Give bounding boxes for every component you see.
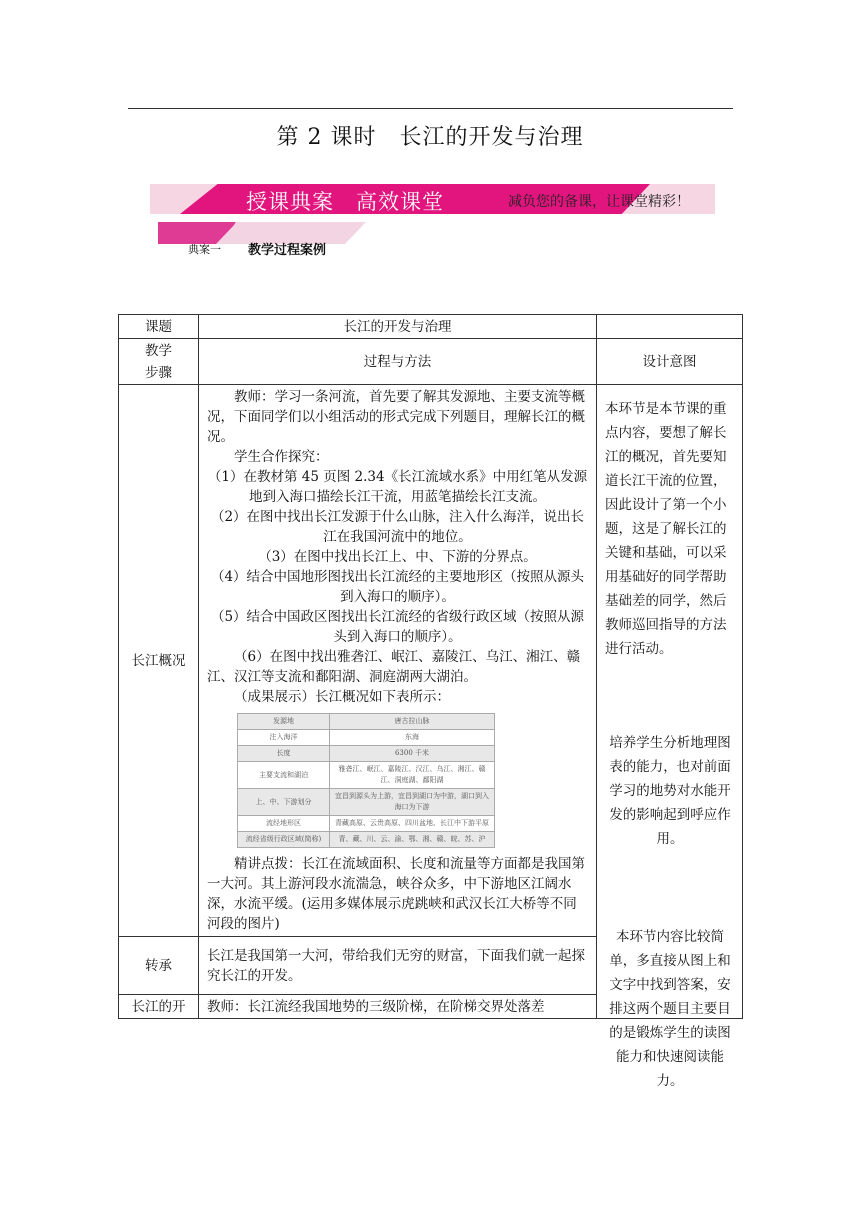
overview-inquiry-label: 学生合作探究：	[234, 449, 329, 465]
summary-key: 上、中、下游划分	[238, 789, 330, 816]
overview-content	[199, 385, 597, 937]
design-intent-cell	[597, 385, 743, 1089]
section-label: 典案一	[188, 243, 221, 256]
overview-label: 长江概况	[119, 385, 199, 937]
summary-table	[237, 713, 495, 848]
summary-value: 6300 千米	[330, 746, 495, 762]
step-header-text: 教学 步骤	[145, 342, 172, 381]
overview-result-label: （成果展示）长江概况如下表所示：	[234, 689, 450, 705]
summary-value: 青、藏、川、云、渝、鄂、湘、赣、皖、苏、沪	[330, 832, 495, 848]
overview-question-3: （3）在图中找出长江上、中、下游的分界点。	[258, 549, 537, 565]
lesson-table	[118, 314, 743, 1089]
summary-value: 东海	[330, 730, 495, 746]
intent-header: 设计意图	[597, 339, 743, 385]
development-text: 教师：长江流经我国地势的三级阶梯，在阶梯交界处落差	[199, 995, 597, 1019]
summary-key: 发源地	[238, 714, 330, 730]
header-rule	[128, 108, 733, 109]
overview-intro: 教师：学习一条河流，首先要了解其发源地、主要支流等概况，下面同学们以小组活动的形式完成下列题目，理解长江的概况。	[207, 389, 585, 445]
summary-value: 雅砻江、岷江、嘉陵江、汉江、乌江、湘江、赣江、洞庭湖、鄱阳湖	[330, 762, 495, 789]
design-intent	[597, 385, 742, 1089]
summary-value: 宜昌到源头为上游，宜昌到湖口为中游，湖口到入海口为下游	[330, 789, 495, 816]
overview-question-5: （5）结合中国政区图找出长江流经的省级行政区域（按照从源头到入海口的顺序）。	[210, 609, 585, 645]
summary-key: 流经省级行政区域(简称)	[238, 832, 330, 848]
transition-label: 转承	[119, 937, 199, 995]
design-intent-2: 培养学生分析地理图表的能力，也对前面学习的地势对水能开发的影响起到呼应作用。	[609, 735, 731, 847]
step-header	[119, 339, 199, 385]
overview-explanation: 精讲点拨：长江在流域面积、长度和流量等方面都是我国第一大河。其上游河段水流湍急，峡谷众多，中下游地区江阔水深，水流平缓。(运用多媒体展示虎跳峡和武汉长江大桥等不同河段的图片)	[207, 856, 585, 932]
transition-text: 长江是我国第一大河，带给我们无穷的财富，下面我们就一起探究长江的开发。	[199, 937, 597, 995]
section-header	[158, 222, 368, 258]
topic-empty	[597, 315, 743, 339]
topic-label: 课题	[119, 315, 199, 339]
banner-title: 授课典案 高效课堂	[246, 190, 444, 214]
page-title: 第 2 课时 长江的开发与治理	[276, 125, 584, 150]
overview-question-6: （6）在图中找出雅砻江、岷江、嘉陵江、乌江、湘江、赣江、汉江等支流和鄱阳湖、洞庭湖两大湖泊。	[207, 649, 581, 685]
summary-key: 流经地形区	[238, 816, 330, 832]
method-header: 过程与方法	[199, 339, 597, 385]
summary-key: 注入海洋	[238, 730, 330, 746]
banner	[150, 184, 715, 214]
overview-question-2: （2）在图中找出长江发源于什么山脉，注入什么海洋，说出长江在我国河流中的地位。	[210, 509, 585, 545]
topic-value: 长江的开发与治理	[199, 315, 597, 339]
development-label: 长江的开	[119, 995, 199, 1019]
summary-key: 主要支流和湖泊	[238, 762, 330, 789]
summary-value: 唐古拉山脉	[330, 714, 495, 730]
section-title: 教学过程案例	[248, 243, 327, 258]
overview-question-1: （1）在教材第 45 页图 2.34《长江流域水系》中用红笔从发源地到入海口描绘长江干流，用蓝笔描绘长江支流。	[207, 469, 588, 505]
design-intent-1: 本环节是本节课的重点内容，要想了解长江的概况，首先要知道长江干流的位置，因此设计了第一个小题，这是了解长江的关键和基础，可以采用基础好的同学帮助基础差的同学，然后教师巡回指导的方法进行活动。	[605, 401, 727, 657]
summary-value: 青藏高原、云贵高原、四川盆地、长江中下游平原	[330, 816, 495, 832]
design-intent-3: 本环节内容比较简单，多直接从图上和文字中找到答案，安排这两个题目主要目的是锻炼学生的读图能力和快速阅读能力。	[609, 929, 731, 1089]
summary-key: 长度	[238, 746, 330, 762]
overview-question-4: （4）结合中国地形图找出长江流经的主要地形区（按照从源头到入海口的顺序）。	[210, 569, 585, 605]
banner-slogan: 减负您的备课，让课堂精彩！	[508, 194, 690, 210]
